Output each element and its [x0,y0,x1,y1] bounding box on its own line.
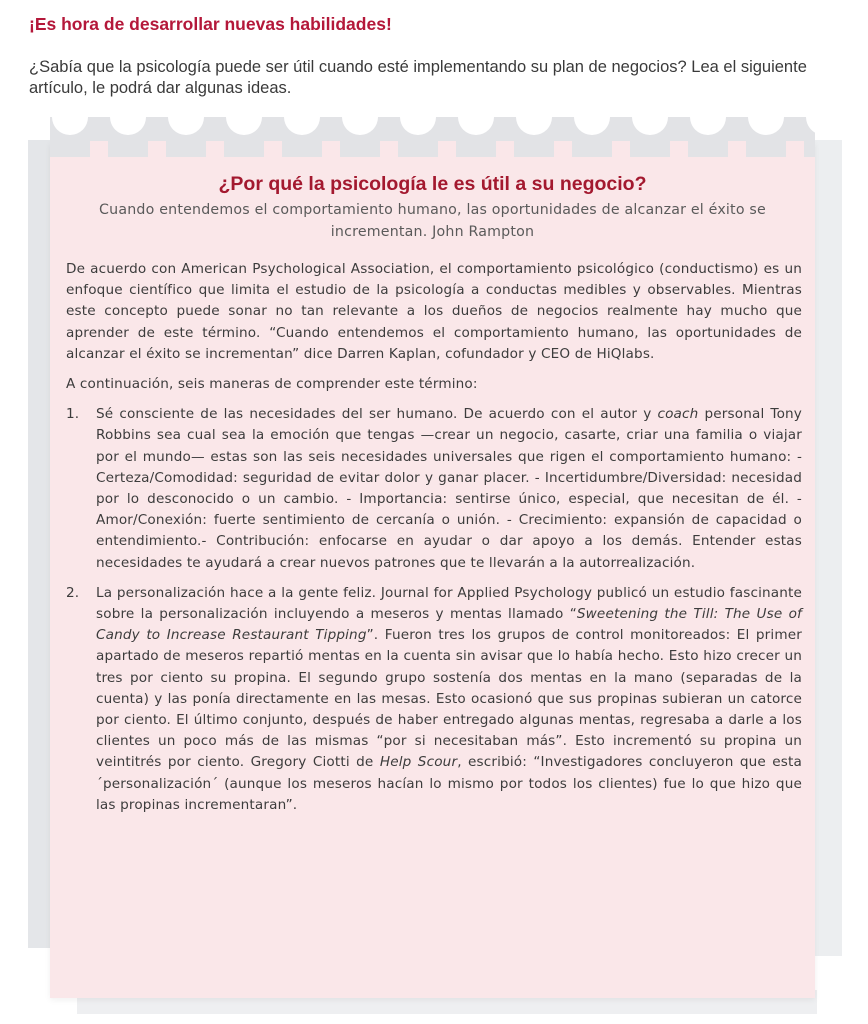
list-text-italic: Help Scour [379,754,458,771]
intro-text: ¿Sabía que la psicología puede ser útil cuando esté implementando su plan de negocios? Lea el siguiente artículo, le podrá dar algunas ideas. [29,58,807,97]
list-text: ”. Fueron tres los grupos de control monitoreados: El primer apartado de meseros repartió mentas en la cuenta sin avisar que lo había hecho. Esto hizo crecer un tres por ciento su propina. El segundo grupo sostenía dos mentas en la mano (separadas de la cuenta) y las ponía directamente en las mesas. Esto ocasionó que sus propinas subieran un catorce por ciento. El último conjunto, después de haber entregado algunas mentas, regresaba a darle a los clientes un poco más de las mismas “por si necesitaban más”. Esto incrementó su propina un veintitrés por ciento. Gregory Ciotti de [96,627,802,771]
scallop-gap [728,141,746,159]
article-paragraph: A continuación, seis maneras de comprender este término: [66,376,478,393]
scallop-gap [90,141,108,159]
list-text-italic: Sweetening the Till: The Use of Candy to Increase Restaurant Tipping [96,606,802,644]
list-text: personal Tony Robbins sea cual sea la emoción que tengas —crear un negocio, casarte, criar una familia o viajar por el mundo— estas son las seis necesidades universales que rigen el comportamiento humano: - Certeza/Comodidad: seguridad de evitar dolor y ganar placer. - Incertidumbre/Diversidad: necesidad por lo desconocido o un cambio. - Importancia: sentirse único, especial, que necesitan de él. - Amor/Conexión: fuerte sentimiento de cercanía o unión. - Crecimiento: expansión de capacidad o entendimiento.- Contribución: enfocarse en ayudar o dar apoyo a los demás. Entender estas necesidades te ayudará a crear nuevos patrones que te llevarán a la autorrealización. [96,406,802,571]
list-text: Sé consciente de las necesidades del ser humano. De acuerdo con el autor y [96,406,658,423]
scallop-gap [612,141,630,159]
article-subtitle: Cuando entendemos el comportamiento humano, las oportunidades de alcanzar el éxito se incrementan. John Rampton [99,202,766,240]
scallop-gap [496,141,514,159]
list-number: 1. [66,406,80,423]
article-title: ¿Por qué la psicología le es útil a su negocio? [218,173,647,195]
scallop-gap [380,141,398,159]
list-text: , escribió: “Investigadores concluyeron que esta ´personalización´ (aunque los meseros hacían lo mismo por todos los clientes) fue lo que hizo que las propinas incrementaran”. [96,754,802,813]
scallop-gap [264,141,282,159]
list-number: 2. [66,584,80,601]
scallop-gap [554,141,572,159]
scallop-gap [206,141,224,159]
scallop-gap [148,141,166,159]
page-heading: ¡Es hora de desarrollar nuevas habilidades! [29,14,392,34]
scallop-gap [438,141,456,159]
article-body [66,259,802,825]
scallop-gap [670,141,688,159]
scallop-gap [786,141,804,159]
list-text: La personalización hace a la gente feliz. Journal for Applied Psychology publicó un estudio fascinante sobre la personalización incluyendo a meseros y mentas llamado “ [96,584,802,623]
scalloped-edge-decoration [50,117,815,159]
article-list [66,404,802,816]
scallop-gap [322,141,340,159]
list-text-italic: coach [657,406,699,423]
list-item [66,404,802,574]
article-paragraph: De acuerdo con American Psychological Association, el comportamiento psicológico (conductismo) es un enfoque científico que limita el estudio de la psicología a conductas medibles y observables. Mientras este concepto puede sonar no tan relevante a los dueños de negocios realmente hay mucho que aprender de este término. “Cuando entendemos el comportamiento humano, las oportunidades de alcanzar el éxito se incrementan” dice Darren Kaplan, cofundador y CEO de HiQlabs. [66,261,802,362]
list-item [66,583,802,816]
